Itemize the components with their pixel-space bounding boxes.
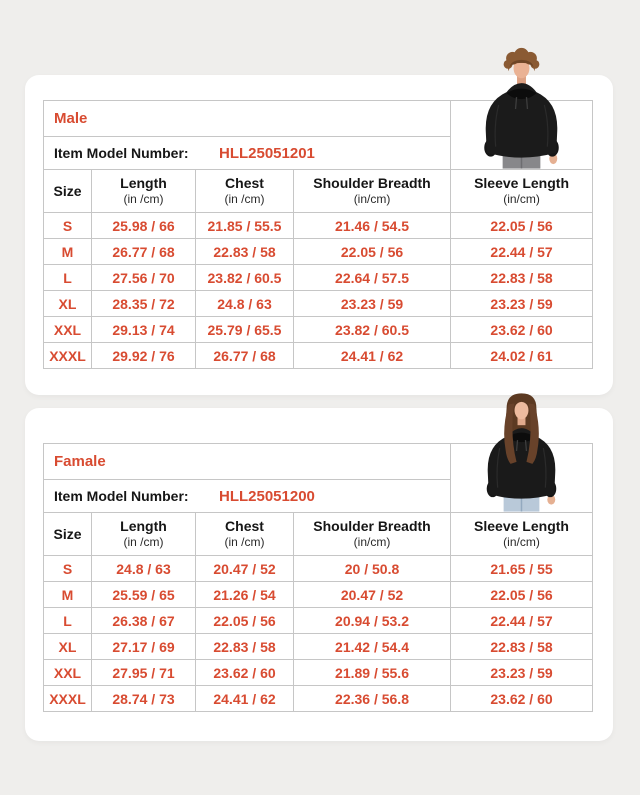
column-title: Sleeve Length	[474, 175, 569, 192]
column-header-length	[92, 170, 196, 213]
size-cell: XXXL	[44, 343, 92, 369]
column-unit: (in /cm)	[123, 535, 164, 550]
chest-cell: 24.41 / 62	[196, 686, 294, 712]
model-number-cell	[44, 137, 451, 170]
chest-cell: 21.26 / 54	[196, 582, 294, 608]
column-title: Size	[53, 525, 82, 542]
female-model-photo	[451, 390, 592, 512]
size-row-s	[44, 556, 593, 582]
gender-label: Famale	[44, 444, 451, 480]
size-row-xxl	[44, 660, 593, 686]
shoulder-cell: 22.05 / 56	[294, 239, 451, 265]
chest-cell: 22.83 / 58	[196, 634, 294, 660]
size-row-xxxl	[44, 343, 593, 369]
chest-cell: 22.83 / 58	[196, 239, 294, 265]
column-header-shoulder	[294, 513, 451, 556]
sleeve-cell: 23.23 / 59	[451, 660, 593, 686]
size-cell: S	[44, 213, 92, 239]
column-unit: (in /cm)	[224, 192, 265, 207]
chest-cell: 20.47 / 52	[196, 556, 294, 582]
column-header-size	[44, 170, 92, 213]
column-title: Shoulder Breadth	[313, 175, 431, 192]
column-header-row	[44, 513, 593, 556]
model-photo-cell	[451, 444, 593, 513]
column-title: Shoulder Breadth	[313, 518, 431, 535]
column-title: Chest	[225, 518, 264, 535]
column-title: Size	[53, 182, 82, 199]
male-model-photo	[451, 47, 592, 169]
sleeve-cell: 22.05 / 56	[451, 213, 593, 239]
length-cell: 27.17 / 69	[92, 634, 196, 660]
sleeve-cell: 21.65 / 55	[451, 556, 593, 582]
size-row-xl	[44, 634, 593, 660]
sleeve-cell: 22.83 / 58	[451, 634, 593, 660]
card-inner-male	[25, 75, 613, 369]
column-unit: (in/cm)	[503, 192, 540, 207]
size-cell: M	[44, 239, 92, 265]
shoulder-cell: 23.82 / 60.5	[294, 317, 451, 343]
column-unit: (in /cm)	[123, 192, 164, 207]
column-header-chest	[196, 513, 294, 556]
gender-row	[44, 444, 593, 480]
length-cell: 25.98 / 66	[92, 213, 196, 239]
size-row-s	[44, 213, 593, 239]
model-number-cell	[44, 480, 451, 513]
length-cell: 27.95 / 71	[92, 660, 196, 686]
column-title: Sleeve Length	[474, 518, 569, 535]
size-cell: XL	[44, 634, 92, 660]
size-cell: L	[44, 608, 92, 634]
model-photo-cell	[451, 101, 593, 170]
length-cell: 27.56 / 70	[92, 265, 196, 291]
column-header-length	[92, 513, 196, 556]
column-title: Length	[120, 175, 167, 192]
item-model-number-value: HLL25051201	[219, 144, 315, 162]
gender-label: Male	[44, 101, 451, 137]
sleeve-cell: 22.83 / 58	[451, 265, 593, 291]
male-size-table	[43, 100, 593, 369]
item-model-number-label: Item Model Number:	[54, 144, 189, 161]
chest-cell: 23.82 / 60.5	[196, 265, 294, 291]
female-size-table	[43, 443, 593, 712]
size-cell: L	[44, 265, 92, 291]
shoulder-cell: 22.64 / 57.5	[294, 265, 451, 291]
column-unit: (in/cm)	[353, 535, 391, 550]
column-header-row	[44, 170, 593, 213]
sleeve-cell: 22.05 / 56	[451, 582, 593, 608]
size-row-m	[44, 582, 593, 608]
size-row-xxxl	[44, 686, 593, 712]
sleeve-cell: 22.44 / 57	[451, 239, 593, 265]
sleeve-cell: 22.44 / 57	[451, 608, 593, 634]
length-cell: 26.77 / 68	[92, 239, 196, 265]
shoulder-cell: 22.36 / 56.8	[294, 686, 451, 712]
size-cell: S	[44, 556, 92, 582]
column-header-shoulder	[294, 170, 451, 213]
shoulder-cell: 21.46 / 54.5	[294, 213, 451, 239]
shoulder-cell: 20.47 / 52	[294, 582, 451, 608]
chest-cell: 22.05 / 56	[196, 608, 294, 634]
size-chart-card-female	[25, 408, 613, 741]
column-header-size	[44, 513, 92, 556]
size-cell: XXXL	[44, 686, 92, 712]
length-cell: 24.8 / 63	[92, 556, 196, 582]
chest-cell: 25.79 / 65.5	[196, 317, 294, 343]
size-cell: XL	[44, 291, 92, 317]
column-header-sleeve	[451, 170, 593, 213]
card-inner-female	[25, 408, 613, 712]
sleeve-cell: 24.02 / 61	[451, 343, 593, 369]
sleeve-cell: 23.62 / 60	[451, 317, 593, 343]
length-cell: 28.35 / 72	[92, 291, 196, 317]
chest-cell: 21.85 / 55.5	[196, 213, 294, 239]
column-title: Chest	[225, 175, 264, 192]
column-unit: (in/cm)	[503, 535, 540, 550]
shoulder-cell: 23.23 / 59	[294, 291, 451, 317]
chest-cell: 23.62 / 60	[196, 660, 294, 686]
shoulder-cell: 24.41 / 62	[294, 343, 451, 369]
size-row-l	[44, 265, 593, 291]
column-unit: (in /cm)	[224, 535, 265, 550]
sleeve-cell: 23.62 / 60	[451, 686, 593, 712]
size-row-xl	[44, 291, 593, 317]
shoulder-cell: 21.42 / 54.4	[294, 634, 451, 660]
gender-row	[44, 101, 593, 137]
column-unit: (in/cm)	[353, 192, 391, 207]
size-chart-card-male	[25, 75, 613, 395]
length-cell: 26.38 / 67	[92, 608, 196, 634]
size-row-xxl	[44, 317, 593, 343]
shoulder-cell: 21.89 / 55.6	[294, 660, 451, 686]
size-row-m	[44, 239, 593, 265]
length-cell: 25.59 / 65	[92, 582, 196, 608]
shoulder-cell: 20.94 / 53.2	[294, 608, 451, 634]
size-cell: XXL	[44, 660, 92, 686]
column-header-chest	[196, 170, 294, 213]
sleeve-cell: 23.23 / 59	[451, 291, 593, 317]
chest-cell: 26.77 / 68	[196, 343, 294, 369]
size-row-l	[44, 608, 593, 634]
column-header-sleeve	[451, 513, 593, 556]
length-cell: 29.13 / 74	[92, 317, 196, 343]
column-title: Length	[120, 518, 167, 535]
length-cell: 29.92 / 76	[92, 343, 196, 369]
chest-cell: 24.8 / 63	[196, 291, 294, 317]
item-model-number-label: Item Model Number:	[54, 487, 189, 504]
shoulder-cell: 20 / 50.8	[294, 556, 451, 582]
size-cell: M	[44, 582, 92, 608]
length-cell: 28.74 / 73	[92, 686, 196, 712]
size-cell: XXL	[44, 317, 92, 343]
item-model-number-value: HLL25051200	[219, 487, 315, 505]
